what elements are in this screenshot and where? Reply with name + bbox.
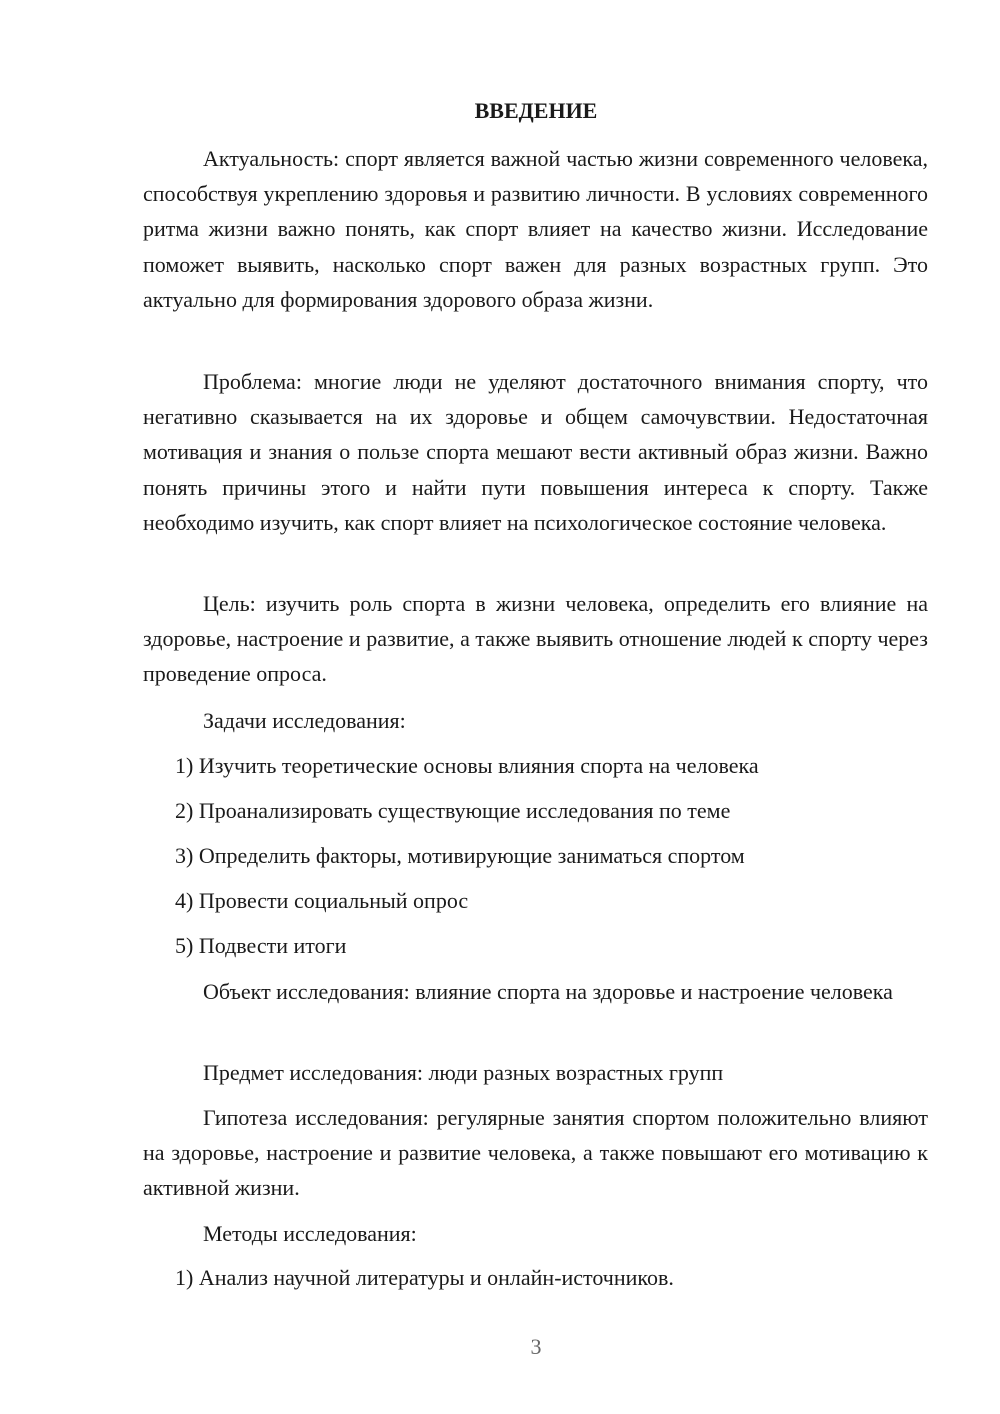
task-item-4: 4) Провести социальный опрос xyxy=(175,888,469,913)
goal-paragraph: Цель: изучить роль спорта в жизни человека, определить его влияние на здоровье, настроение и развитие, а также выявить отношение людей к спорту через проведение опроса. xyxy=(143,591,928,687)
task-item-5: 5) Подвести итоги xyxy=(175,933,347,958)
method-item-1: 1) Анализ научной литературы и онлайн-источников. xyxy=(175,1265,674,1290)
object-paragraph: Объект исследования: влияние спорта на здоровье и настроение человека xyxy=(203,979,893,1004)
methods-heading: Методы исследования: xyxy=(203,1221,417,1246)
task-item-1: 1) Изучить теоретические основы влияния спорта на человека xyxy=(175,753,759,778)
hypothesis-paragraph: Гипотеза исследования: регулярные занятия спортом положительно влияют на здоровье, настроение и развитие человека, а также повышают его мотивацию к активной жизни. xyxy=(143,1105,928,1201)
page-title: ВВЕДЕНИЕ xyxy=(474,98,598,123)
tasks-heading: Задачи исследования: xyxy=(203,708,406,733)
relevance-paragraph: Актуальность: спорт является важной частью жизни современного человека, способствуя укреплению здоровья и развитию личности. В условиях современного ритма жизни важно понять, как спорт влияет на качество жизни. Исследование поможет выявить, насколько спорт важен для разных возрастных групп. Это актуально для формирования здорового образа жизни. xyxy=(143,146,928,312)
page-number: 3 xyxy=(530,1334,542,1359)
task-item-3: 3) Определить факторы, мотивирующие заниматься спортом xyxy=(175,843,745,868)
subject-paragraph: Предмет исследования: люди разных возрастных групп xyxy=(203,1060,724,1085)
task-item-2: 2) Проанализировать существующие исследования по теме xyxy=(175,798,731,823)
problem-paragraph: Проблема: многие люди не уделяют достаточного внимания спорту, что негативно сказывается на их здоровье и общем самочувствии. Недостаточная мотивация и знания о пользе спорта мешают вести активный образ жизни. Важно понять причины этого и найти пути повышения интереса к спорту. Также необходимо изучить, как спорт влияет на психологическое состояние человека. xyxy=(143,369,928,535)
